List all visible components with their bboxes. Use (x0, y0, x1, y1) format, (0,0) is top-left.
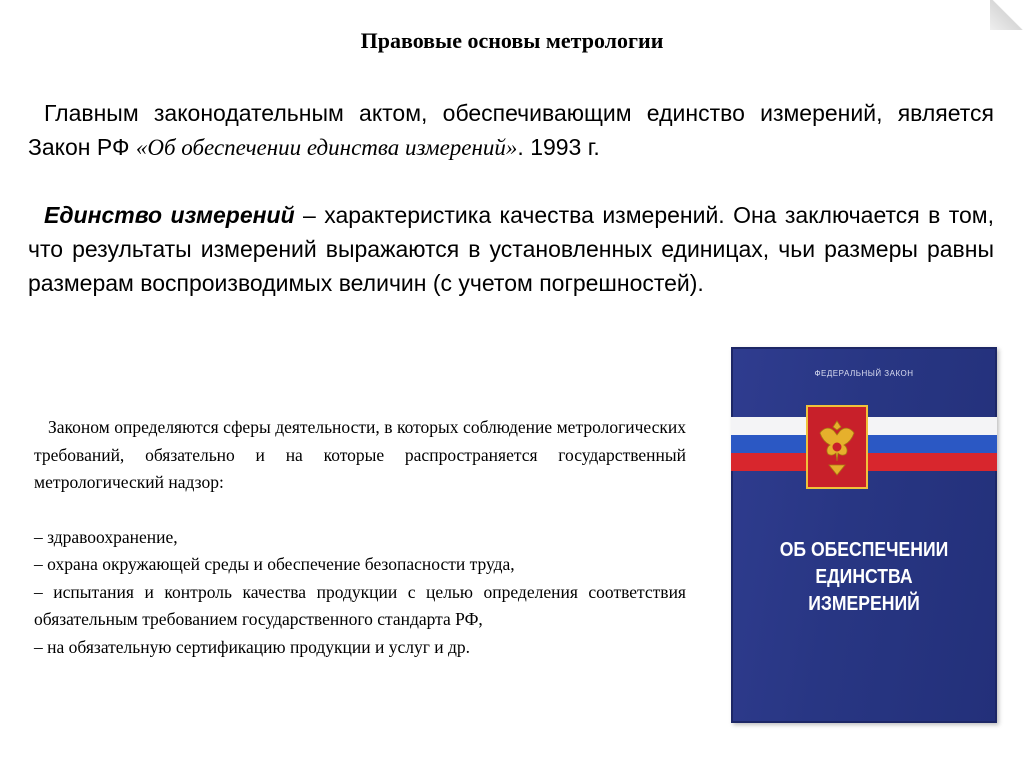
page-corner-fold (990, 0, 1024, 30)
book-title-line: ЕДИНСТВА (815, 566, 913, 588)
law-paragraph-text: Главным законодательным актом, обеспечивающим единство измерений, является Закон РФ (28, 100, 994, 160)
law-book-cover-image (731, 347, 997, 723)
list-item: – здравоохранение, (34, 526, 178, 547)
book-title (747, 537, 981, 618)
law-paragraph-sep: . (517, 134, 531, 160)
list-item: – испытания и контроль качества продукции с целью определения соответствия обязательным требованием государственного стандарта РФ, (34, 581, 686, 629)
list-item: – на обязательную сертификацию продукции и услуг и др. (34, 636, 471, 657)
russian-coat-of-arms-icon (806, 405, 868, 489)
law-paragraph (28, 96, 994, 165)
definition-paragraph (28, 198, 994, 300)
slide-title: Правовые основы метрологии (360, 28, 664, 53)
regulated-areas-intro: Законом определяются сферы деятельности, в которых соблюдение метрологических требований, обязательно и на которые распространяется государственный метрологический надзор: (34, 417, 686, 492)
book-label: ФЕДЕРАЛЬНЫЙ ЗАКОН (814, 369, 914, 378)
definition-text: – характеристика качества измерений. Она заключается в том, что результаты измерений выражаются в установленных единицах, чьи размеры равны размерам воспроизводимых величин (с учетом погрешностей). (28, 202, 995, 296)
list-item: – охрана окружающей среды и обеспечение безопасности труда, (34, 554, 515, 574)
definition-term: Единство измерений (44, 202, 295, 228)
law-name: «Об обеспечении единства измерений» (135, 135, 518, 160)
law-year: 1993 г. (530, 134, 600, 160)
book-title-line: ИЗМЕРЕНИЙ (808, 593, 920, 615)
book-title-line: ОБ ОБЕСПЕЧЕНИИ (779, 539, 949, 561)
regulated-areas-block (34, 414, 686, 661)
